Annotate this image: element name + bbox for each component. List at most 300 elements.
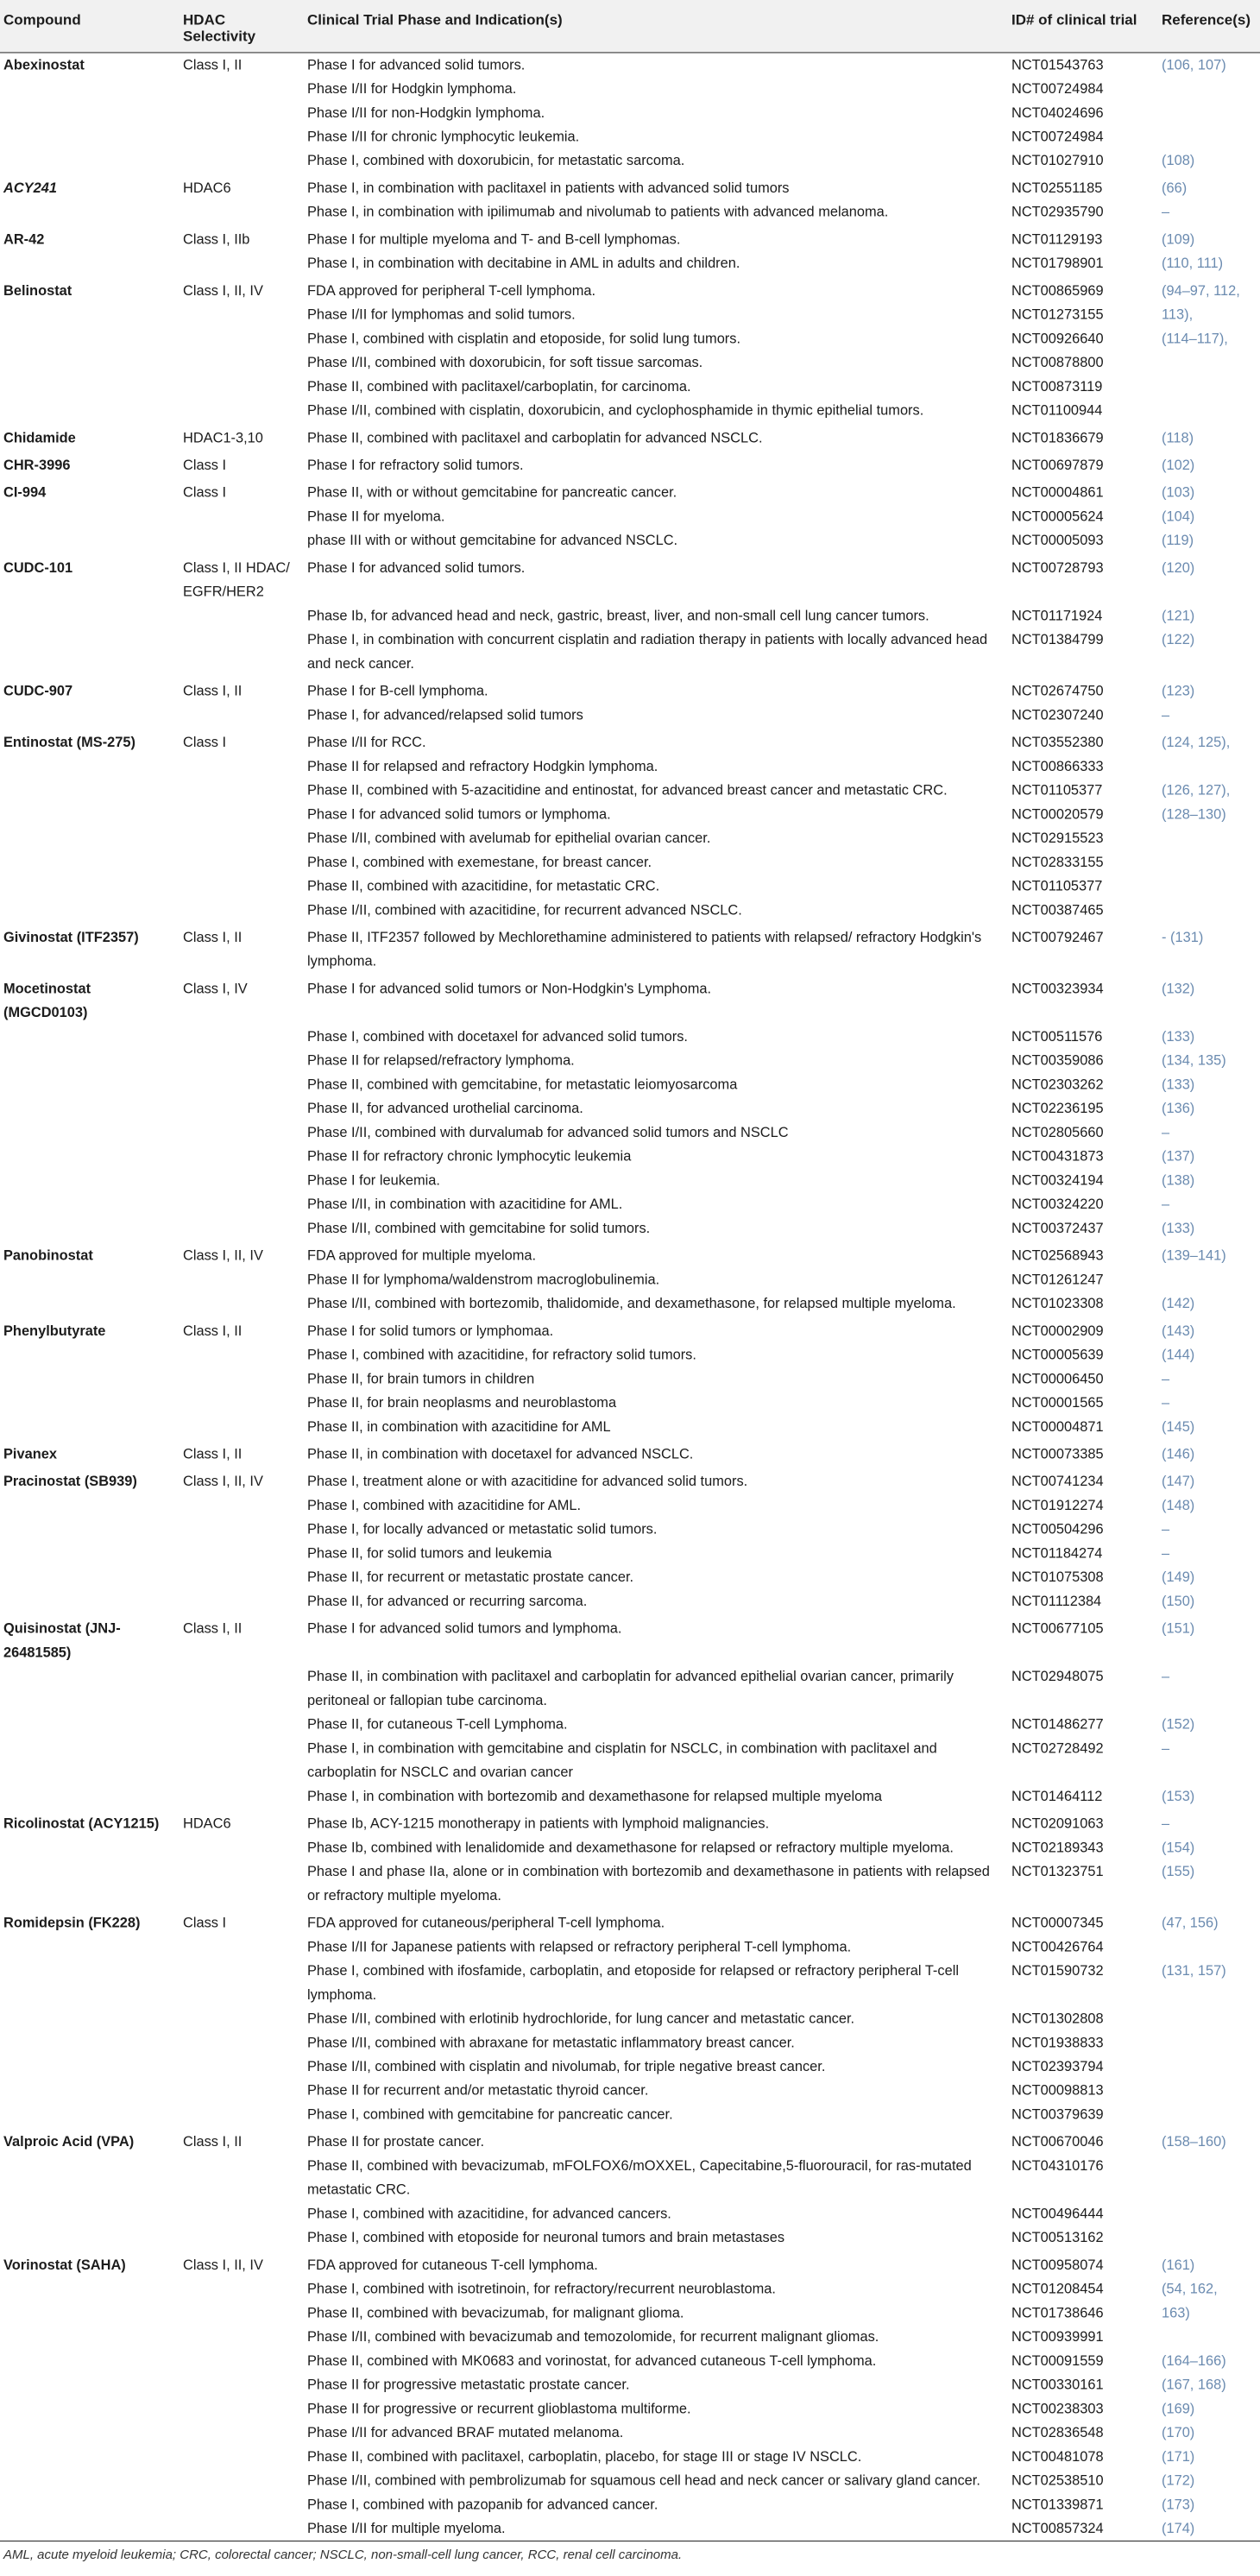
reference-citation: (102) [1162, 458, 1195, 473]
clinical-trial-id: NCT00431873 [1011, 1148, 1104, 1165]
clinical-trial-id: NCT00005093 [1011, 533, 1104, 549]
table-row [0, 1391, 1260, 1415]
table-row [0, 224, 1260, 252]
compound-name [0, 375, 180, 399]
table-row [0, 2030, 1260, 2055]
trial-phase-indication: Phase II for myeloma. [307, 508, 445, 525]
reference-citation: (143) [1162, 1323, 1195, 1339]
hdac-selectivity: Class I, II [183, 1446, 243, 1462]
compound-name [0, 327, 180, 351]
clinical-trial-id: NCT00513162 [1011, 2230, 1104, 2246]
compound-name [0, 77, 180, 101]
clinical-trial-id: NCT01112384 [1011, 1594, 1102, 1609]
table-row [0, 552, 1260, 603]
table-row [0, 1073, 1260, 1097]
trial-phase-indication: Phase II, combined with paclitaxel, carboplatin, placebo, for stage III or stage IV NSCLC. [307, 2448, 862, 2465]
reference-citation: (174) [1162, 2521, 1195, 2537]
clinical-trial-id: NCT02091063 [1011, 1815, 1104, 1832]
table-row [0, 303, 1260, 327]
table-row [0, 1809, 1260, 1836]
hdac-selectivity: Class I, II [183, 1620, 243, 1637]
table-row [0, 2079, 1260, 2103]
reference-citation [1158, 1935, 1260, 1959]
table-row [0, 125, 1260, 149]
compound-name [0, 125, 180, 149]
clinical-trial-id: NCT00323934 [1011, 981, 1104, 997]
reference-citation: – [1162, 1669, 1170, 1685]
trial-phase-indication: Phase I/II, combined with abraxane for metastatic inflammatory breast cancer. [307, 2035, 795, 2051]
trial-phase-indication: Phase I/II, in combination with azacitidine for AML. [307, 1196, 623, 1213]
reference-citation: (144) [1162, 1347, 1195, 1363]
clinical-trial-id: NCT01543763 [1011, 57, 1104, 73]
compound-name [0, 779, 180, 803]
clinical-trial-id: NCT00006450 [1011, 1371, 1104, 1387]
hdac-selectivity [180, 1121, 304, 1145]
trial-phase-indication: Phase II, in combination with paclitaxel and carboplatin for advanced epithelial ovarian cancer, primarily peritoneal or fallopian tube carcinoma. [307, 1669, 954, 1708]
reference-citation: (106, 107) [1162, 57, 1226, 73]
hdac-selectivity [180, 1565, 304, 1589]
compound-name [0, 399, 180, 423]
hdac-selectivity: Class I, II [183, 2134, 243, 2150]
reference-citation [1158, 399, 1260, 423]
trial-phase-indication: FDA approved for multiple myeloma. [307, 1247, 537, 1264]
compound-name [0, 1835, 180, 1859]
clinical-trial-id: NCT01027910 [1011, 153, 1104, 169]
trial-phase-indication: Phase I/II, combined with pembrolizumab for squamous cell head and neck cancer or salivary gland cancer. [307, 2472, 980, 2489]
table-row [0, 779, 1260, 803]
clinical-trial-id: NCT02836548 [1011, 2425, 1104, 2441]
reference-citation: (170) [1162, 2425, 1195, 2441]
clinical-trial-id: NCT02393794 [1011, 2059, 1104, 2074]
compound-name [0, 2349, 180, 2373]
hdac-selectivity [180, 2154, 304, 2201]
compound-name: AR-42 [3, 231, 45, 248]
compound-name [0, 1784, 180, 1809]
reference-citation: (154) [1162, 1840, 1195, 1856]
table-row [0, 375, 1260, 399]
table-row [0, 850, 1260, 874]
clinical-trial-id: NCT02915523 [1011, 830, 1104, 847]
compound-name: CHR-3996 [3, 458, 71, 473]
reference-citation: (133) [1162, 1076, 1195, 1093]
compound-name [0, 2397, 180, 2421]
compound-name [0, 1859, 180, 1907]
table-row [0, 1859, 1260, 1907]
trial-phase-indication: FDA approved for cutaneous/peripheral T-cell lymphoma. [307, 1915, 665, 1931]
clinical-trial-id: NCT00792467 [1011, 930, 1104, 945]
compound-name: Pracinostat (SB939) [3, 1474, 137, 1490]
hdac-selectivity: Class I, II, IV [183, 2257, 263, 2273]
clinical-trial-id: NCT01171924 [1011, 608, 1103, 624]
reference-citation: – [1162, 1371, 1170, 1387]
hdac-selectivity [180, 1518, 304, 1542]
hdac-selectivity: HDAC1-3,10 [183, 430, 263, 446]
hdac-selectivity [180, 375, 304, 399]
table-row [0, 77, 1260, 101]
hdac-selectivity [180, 327, 304, 351]
table-row [0, 2103, 1260, 2127]
clinical-trial-id: NCT01100944 [1011, 402, 1103, 419]
clinical-trial-id: NCT00005639 [1011, 1347, 1104, 1363]
trial-phase-indication: Phase I/II, combined with azacitidine, for recurrent advanced NSCLC. [307, 902, 742, 919]
trial-phase-indication: Phase II for lymphoma/waldenstrom macroglobulinemia. [307, 1272, 660, 1288]
reference-citation [1158, 2030, 1260, 2055]
compound-name: Vorinostat (SAHA) [3, 2257, 126, 2273]
compound-name [0, 2202, 180, 2226]
trial-phase-indication: Phase I, for locally advanced or metastatic solid tumors. [307, 1521, 658, 1537]
table-row [0, 1784, 1260, 1809]
hdac-selectivity [180, 528, 304, 552]
hdac-selectivity [180, 1025, 304, 1049]
hdac-selectivity [180, 2349, 304, 2373]
reference-citation: (151) [1162, 1620, 1195, 1637]
compound-name [0, 2277, 180, 2301]
reference-citation [1158, 2007, 1260, 2031]
compound-name [0, 1713, 180, 1737]
clinical-trial-id: NCT02948075 [1011, 1669, 1104, 1685]
trial-phase-indication: Phase I for advanced solid tumors. [307, 57, 526, 73]
table-row [0, 2493, 1260, 2517]
compound-name [0, 1664, 180, 1712]
clinical-trial-id: NCT00359086 [1011, 1052, 1104, 1069]
reference-citation: (121) [1162, 608, 1195, 624]
table-row [0, 1268, 1260, 1292]
clinical-trial-id: NCT01912274 [1011, 1498, 1104, 1513]
reference-citation: (172) [1162, 2472, 1195, 2489]
reference-citation [1158, 2154, 1260, 2201]
trial-phase-indication: Phase I/II for non-Hodgkin lymphoma. [307, 104, 545, 121]
table-row [0, 826, 1260, 850]
hdac-selectivity [180, 874, 304, 899]
hdac-selectivity: Class I, II, IV [183, 282, 263, 299]
clinical-trial-id: NCT01261247 [1011, 1272, 1104, 1288]
table-row [0, 251, 1260, 275]
table-row [0, 399, 1260, 423]
hdac-selectivity [180, 2373, 304, 2397]
trial-phase-indication: Phase I, in combination with paclitaxel in patients with advanced solid tumors [307, 180, 790, 196]
clinical-trial-id: NCT00379639 [1011, 2106, 1104, 2123]
reference-citation: (118) [1162, 430, 1194, 446]
table-body [0, 53, 1260, 2541]
table-row [0, 2373, 1260, 2397]
reference-citation [1158, 375, 1260, 399]
hdac-selectivity [180, 251, 304, 275]
hdac-selectivity [180, 1415, 304, 1439]
reference-citation: (142) [1162, 1296, 1195, 1312]
hdac-selectivity: HDAC6 [183, 180, 231, 196]
compound-name: Entinostat (MS-275) [3, 735, 135, 751]
hdac-selectivity [180, 1096, 304, 1121]
reference-citation: (131, 157) [1162, 1963, 1226, 1979]
compound-name: CUDC-907 [3, 683, 73, 699]
clinical-trial-id: NCT00020579 [1011, 806, 1104, 823]
compound-name [0, 2030, 180, 2055]
hdac-selectivity [180, 1343, 304, 1367]
hdac-selectivity [180, 2301, 304, 2326]
reference-citation: (150) [1162, 1594, 1195, 1609]
reference-citation: (132) [1162, 981, 1195, 997]
hdac-selectivity: HDAC6 [183, 1815, 231, 1832]
clinical-trial-id: NCT00005624 [1011, 508, 1104, 525]
compound-name [0, 1391, 180, 1415]
clinical-trial-id: NCT02307240 [1011, 707, 1104, 723]
hdac-selectivity [180, 350, 304, 375]
reference-citation: – [1162, 1740, 1170, 1757]
header-clinical-trial-id: ID# of clinical trial [1008, 0, 1158, 53]
compound-name [0, 1073, 180, 1097]
hdac-selectivity [180, 1145, 304, 1169]
hdac-selectivity [180, 200, 304, 224]
hdac-selectivity: Class I, II [183, 683, 243, 699]
hdac-selectivity [180, 303, 304, 327]
trial-phase-indication: Phase II, for advanced urothelial carcinoma. [307, 1101, 583, 1117]
table-row [0, 275, 1260, 303]
compound-name [0, 1959, 180, 2006]
table-row [0, 1025, 1260, 1049]
clinical-trial-id: NCT02551185 [1011, 180, 1103, 196]
hdac-selectivity [180, 2226, 304, 2250]
hdac-selectivity [180, 505, 304, 529]
reference-citation: – [1162, 204, 1170, 220]
table-row [0, 450, 1260, 477]
clinical-trial-id: NCT00073385 [1011, 1446, 1104, 1462]
table-row [0, 1664, 1260, 1712]
trial-phase-indication: Phase I/II for chronic lymphocytic leukemia. [307, 129, 580, 145]
compound-name [0, 303, 180, 327]
clinical-trial-id: NCT00878800 [1011, 355, 1104, 371]
hdac-selectivity [180, 1169, 304, 1193]
header-clinical-trial: Clinical Trial Phase and Indication(s) [304, 0, 1008, 53]
table-row [0, 2516, 1260, 2541]
compound-name [0, 1415, 180, 1439]
clinical-trial-id: NCT01273155 [1011, 306, 1104, 323]
clinical-trial-id: NCT00387465 [1011, 902, 1104, 919]
clinical-trial-id: NCT00002909 [1011, 1323, 1104, 1339]
table-footnote: AML, acute myeloid leukemia; CRC, colorectal cancer; NSCLC, non-small-cell lung cancer, RCC, renal cell carcinoma. [3, 2548, 683, 2562]
table-row [0, 505, 1260, 529]
reference-citation: (164–166) [1162, 2352, 1226, 2369]
trial-phase-indication: Phase I/II for advanced BRAF mutated melanoma. [307, 2425, 624, 2441]
compound-name: Givinostat (ITF2357) [3, 930, 139, 945]
clinical-trial-id: NCT02728492 [1011, 1740, 1104, 1757]
hdac-selectivity: Class I, II [183, 930, 243, 945]
table-row [0, 628, 1260, 675]
table-row [0, 704, 1260, 728]
compound-name [0, 802, 180, 826]
table-row [0, 200, 1260, 224]
trial-phase-indication: Phase I/II, combined with doxorubicin, for soft tissue sarcomas. [307, 355, 703, 371]
trial-phase-indication: Phase I for advanced solid tumors or lymphoma. [307, 806, 611, 823]
trial-phase-indication: Phase II, for advanced or recurring sarcoma. [307, 1594, 588, 1609]
trial-phase-indication: phase III with or without gemcitabine for advanced NSCLC. [307, 533, 678, 549]
clinical-trial-id: NCT00926640 [1011, 331, 1104, 347]
trial-phase-indication: Phase I, combined with azacitidine for AML. [307, 1498, 582, 1513]
reference-citation [1158, 2055, 1260, 2079]
reference-citation: (133) [1162, 1029, 1195, 1045]
table-row [0, 2325, 1260, 2349]
hdac-selectivity [180, 2516, 304, 2541]
clinical-trial-id: NCT00007345 [1011, 1915, 1104, 1931]
reference-citation [1158, 2202, 1260, 2226]
hdac-selectivity: Class I, IV [183, 981, 248, 997]
trial-phase-indication: Phase I/II, combined with cisplatin, doxorubicin, and cyclophosphamide in thymic epithelial tumors. [307, 402, 924, 419]
clinical-trial-id: NCT00004861 [1011, 484, 1104, 501]
clinical-trial-id: NCT00372437 [1011, 1221, 1104, 1236]
table-row [0, 1169, 1260, 1193]
compound-name: Chidamide [3, 430, 76, 446]
reference-citation: (103) [1162, 484, 1195, 501]
clinical-trial-id: NCT02805660 [1011, 1125, 1104, 1140]
trial-phase-indication: Phase I, combined with ifosfamide, carboplatin, and etoposide for relapsed or refractory peripheral T-cell lymphoma. [307, 1963, 959, 2003]
compound-name [0, 1343, 180, 1367]
table-row [0, 1216, 1260, 1241]
compound-name [0, 148, 180, 173]
clinical-trial-id: NCT00724984 [1011, 81, 1104, 97]
clinical-trial-id: NCT02303262 [1011, 1076, 1104, 1093]
clinical-trial-id: NCT01075308 [1011, 1569, 1104, 1586]
compound-name [0, 2445, 180, 2469]
table-row [0, 1908, 1260, 1935]
table-row [0, 974, 1260, 1025]
reference-citation: (136) [1162, 1101, 1195, 1117]
hdac-selectivity [180, 2397, 304, 2421]
clinical-trial-id: NCT00958074 [1011, 2257, 1104, 2273]
compound-name [0, 251, 180, 275]
hdac-selectivity [180, 2202, 304, 2226]
hdac-selectivity [180, 2030, 304, 2055]
table-row [0, 2349, 1260, 2373]
compound-name [0, 2055, 180, 2079]
compound-name [0, 850, 180, 874]
reference-citation: (122) [1162, 632, 1195, 648]
hdac-selectivity: Class I, II HDAC/ EGFR/HER2 [183, 560, 290, 600]
trial-phase-indication: Phase I/II for RCC. [307, 735, 426, 751]
compound-name [0, 1025, 180, 1049]
compound-name: Pivanex [3, 1446, 57, 1462]
table-row [0, 423, 1260, 451]
hdac-selectivity: Class I, II, IV [183, 1247, 263, 1264]
reference-citation [1158, 2079, 1260, 2103]
trial-phase-indication: Phase II, for brain neoplasms and neuroblastoma [307, 1395, 617, 1411]
compound-name [0, 826, 180, 850]
hdac-selectivity [180, 754, 304, 779]
hdac-selectivity [180, 2469, 304, 2493]
table-row [0, 173, 1260, 200]
reference-citation [1158, 874, 1260, 899]
trial-phase-indication: Phase I and phase IIa, alone or in combination with bortezomib and dexamethasone in patients with relapsed or refractory multiple myeloma. [307, 1864, 990, 1904]
trial-phase-indication: Phase II for prostate cancer. [307, 2134, 484, 2150]
compound-name [0, 1192, 180, 1216]
hdac-selectivity [180, 1216, 304, 1241]
compound-name [0, 1493, 180, 1518]
reference-citation [1158, 1268, 1260, 1292]
reference-citation: 113), [1162, 306, 1194, 323]
trial-phase-indication: Phase I/II, combined with avelumab for epithelial ovarian cancer. [307, 830, 711, 847]
hdac-selectivity [180, 779, 304, 803]
table-row [0, 1096, 1260, 1121]
clinical-trial-id: NCT00238303 [1011, 2401, 1104, 2417]
trial-phase-indication: Phase I/II, combined with erlotinib hydrochloride, for lung cancer and metastatic cancer. [307, 2011, 855, 2027]
table-row [0, 2226, 1260, 2250]
trial-phase-indication: Phase II, for solid tumors and leukemia [307, 1545, 552, 1562]
trial-phase-indication: Phase I, combined with gemcitabine for pancreatic cancer. [307, 2106, 673, 2123]
hdac-selectivity [180, 2421, 304, 2445]
table-row [0, 477, 1260, 505]
clinical-trial-id: NCT02935790 [1011, 204, 1104, 220]
trial-phase-indication: Phase II, combined with gemcitabine, for metastatic leiomyosarcoma [307, 1076, 738, 1093]
compound-name [0, 200, 180, 224]
hdac-selectivity [180, 1589, 304, 1613]
trial-phase-indication: Phase II, in combination with azacitidine for AML [307, 1418, 611, 1435]
trial-phase-indication: Phase I, in combination with ipilimumab and nivolumab to patients with advanced melanoma. [307, 204, 889, 220]
trial-phase-indication: Phase II, combined with azacitidine, for metastatic CRC. [307, 878, 660, 894]
reference-citation: (109) [1162, 231, 1195, 248]
hdac-selectivity [180, 1664, 304, 1712]
compound-name [0, 874, 180, 899]
header-hdac-selectivity: HDAC Selectivity [180, 0, 304, 53]
trial-phase-indication: Phase I for leukemia. [307, 1172, 440, 1189]
reference-citation [1158, 2325, 1260, 2349]
trial-phase-indication: Phase II for progressive metastatic prostate cancer. [307, 2377, 630, 2393]
compound-name [0, 1145, 180, 1169]
table-row [0, 2154, 1260, 2201]
trial-phase-indication: Phase I/II, combined with gemcitabine for solid tumors. [307, 1221, 651, 1236]
reference-citation: (114–117), [1162, 331, 1228, 347]
clinical-trial-id: NCT00697879 [1011, 458, 1104, 473]
table-row [0, 1737, 1260, 1784]
clinical-trial-id: NCT00724984 [1011, 129, 1104, 145]
compound-name [0, 2007, 180, 2031]
reference-citation: (54, 162, [1162, 2281, 1218, 2297]
trial-phase-indication: Phase I, combined with cisplatin and etoposide, for solid lung tumors. [307, 331, 741, 347]
clinical-trial-id: NCT00330161 [1011, 2377, 1104, 2393]
reference-citation [1158, 850, 1260, 874]
compound-name [0, 1589, 180, 1613]
clinical-trial-id: NCT03552380 [1011, 735, 1104, 751]
table-row [0, 1439, 1260, 1467]
trial-phase-indication: Phase I, combined with docetaxel for advanced solid tumors. [307, 1029, 688, 1045]
reference-citation: – [1162, 1521, 1170, 1537]
table-row [0, 2277, 1260, 2301]
clinical-trial-id: NCT00857324 [1011, 2521, 1104, 2537]
hdac-selectivity [180, 1493, 304, 1518]
trial-phase-indication: Phase I, combined with pazopanib for advanced cancer. [307, 2497, 658, 2513]
trial-phase-indication: Phase II for relapsed and refractory Hodgkin lymphoma. [307, 758, 658, 774]
trial-phase-indication: Phase II, in combination with docetaxel for advanced NSCLC. [307, 1446, 694, 1462]
compound-name [0, 1216, 180, 1241]
compound-name [0, 2079, 180, 2103]
compound-name [0, 1737, 180, 1784]
clinical-trial-id: NCT01323751 [1011, 1864, 1104, 1880]
table-row [0, 1589, 1260, 1613]
clinical-trial-id: NCT01486277 [1011, 1716, 1104, 1733]
trial-phase-indication: Phase I, treatment alone or with azacitidine for advanced solid tumors. [307, 1474, 748, 1490]
clinical-trial-id: NCT00098813 [1011, 2082, 1104, 2099]
reference-citation: (158–160) [1162, 2134, 1226, 2150]
clinical-trial-id: NCT01384799 [1011, 632, 1104, 648]
trial-phase-indication: Phase I/II, combined with bortezomib, thalidomide, and dexamethasone, for relapsed multiple myeloma. [307, 1296, 956, 1312]
reference-citation: - (131) [1162, 930, 1204, 945]
reference-citation: (147) [1162, 1474, 1195, 1490]
reference-citation: (167, 168) [1162, 2377, 1226, 2393]
table-row [0, 2007, 1260, 2031]
reference-citation [1158, 125, 1260, 149]
trial-phase-indication: Phase II, combined with MK0683 and vorinostat, for advanced cutaneous T-cell lymphoma. [307, 2352, 877, 2369]
reference-citation: (94–97, 112, [1162, 282, 1240, 299]
trial-phase-indication: Phase I for advanced solid tumors or Non-Hodgkin's Lymphoma. [307, 981, 712, 997]
reference-citation: – [1162, 1395, 1170, 1411]
trial-phase-indication: FDA approved for cutaneous T-cell lymphoma. [307, 2257, 598, 2273]
